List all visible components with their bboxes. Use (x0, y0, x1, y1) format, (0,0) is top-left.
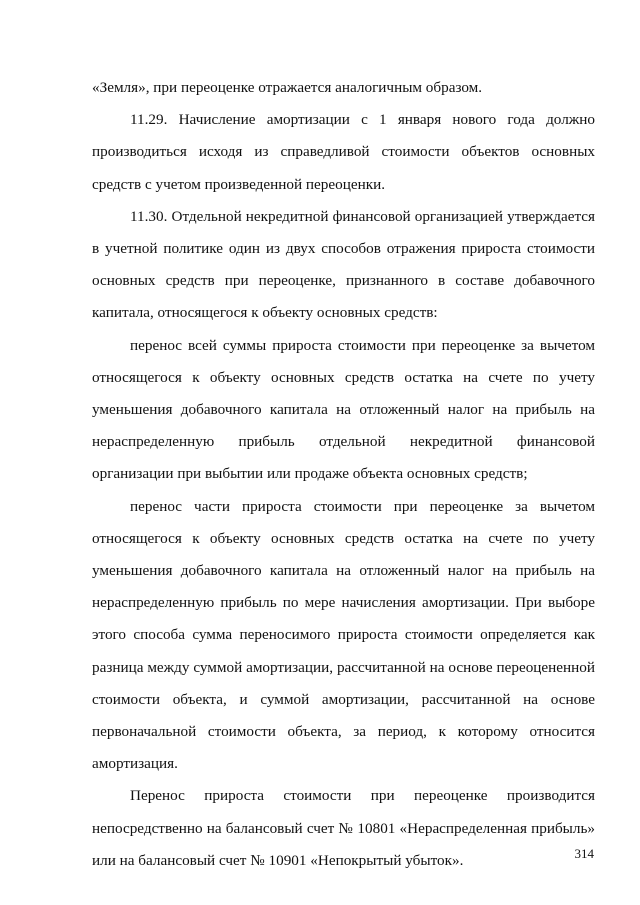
paragraph-option-full-transfer: перенос всей суммы прироста стоимости при переоценке за вычетом относящегося к объекту основных средств остатка на счете по учету уменьшения добавочного капитала на отложенный налог на прибыль на нераспределенную прибыль отдельной некредитной финансовой организации при выбытии или продаже объекта основных средств; (92, 336, 595, 483)
paragraph-11-29: 11.29. Начисление амортизации с 1 января нового года должно производиться исходя из справедливой стоимости объектов основных средств с учетом произведенной переоценки. (92, 111, 595, 193)
paragraph-11-30: 11.30. Отдельной некредитной финансовой организацией утверждается в учетной политике один из двух способов отражения прироста стоимости основных средств при переоценке, признанного в составе добавочного капитала, относящегося к объекту основных средств: (92, 207, 595, 322)
document-page (92, 72, 595, 877)
paragraph-transfer-accounts: Перенос прироста стоимости при переоценке производится непосредственно на балансовый счет № 10801 «Нераспределенная прибыль» или на балансовый счет № 10901 «Непокрытый убыток». (92, 787, 595, 869)
paragraph-continuation: «Земля», при переоценке отражается аналогичным образом. (92, 79, 483, 96)
paragraph-option-partial-transfer: перенос части прироста стоимости при переоценке за вычетом относящегося к объекту основных средств остатка на счете по учету уменьшения добавочного капитала на отложенный налог на прибыль на нераспределенную прибыль по мере начисления амортизации. При выборе этого способа сумма переносимого прироста стоимости определяется как разница между суммой амортизации, рассчитанной на основе переоцененной стоимости объекта, и суммой амортизации, рассчитанной на основе первоначальной стоимости объекта, за период, к которому относится амортизация. (92, 497, 595, 773)
page-number: 314 (574, 846, 594, 861)
